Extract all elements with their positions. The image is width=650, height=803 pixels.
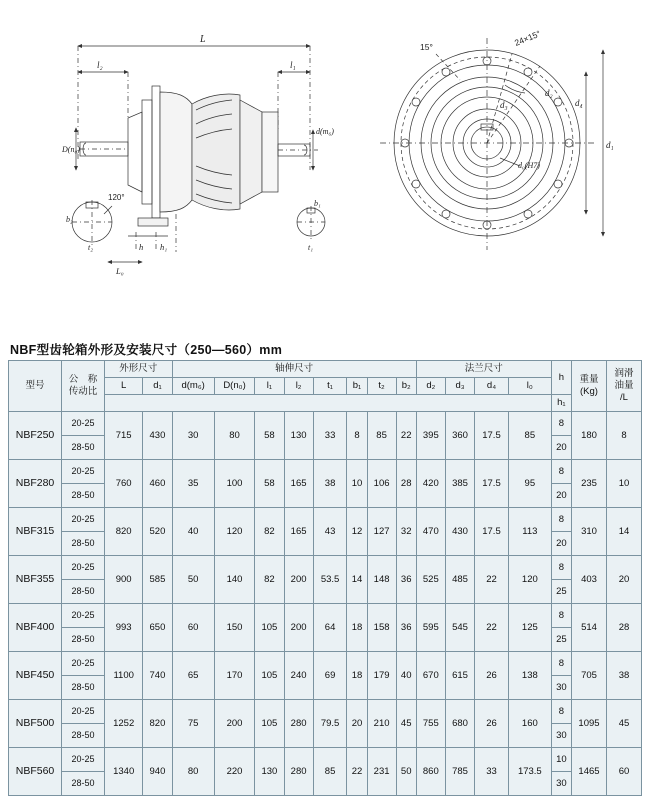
cell-h: 8 — [551, 508, 571, 532]
header-ratio-line2: 传动比 — [68, 386, 98, 397]
table-row — [9, 460, 642, 484]
table-row — [9, 652, 642, 676]
cell-L: 1100 — [105, 652, 143, 700]
cell-l0: 113 — [508, 508, 551, 556]
cell-b1: 18 — [347, 652, 367, 700]
cell-h1: 30 — [551, 724, 571, 748]
figure-caption: NBF型齿轮箱外形及安装尺寸（250—560）mm — [10, 343, 283, 357]
cell-h: 8 — [551, 604, 571, 628]
cell-t2: 148 — [367, 556, 396, 604]
cell-d3: 360 — [445, 412, 474, 460]
cell-L: 760 — [105, 460, 143, 508]
cell-ratio: 20-25 — [62, 652, 105, 676]
cell-weight: 180 — [572, 412, 607, 460]
cell-l1: 82 — [255, 508, 284, 556]
svg-text:d₂: d₂ — [545, 88, 553, 98]
cell-h: 8 — [551, 460, 571, 484]
cell-ratio: 20-25 — [62, 412, 105, 436]
header-col-d3: d₃ — [445, 378, 474, 395]
header-col-d4: d₄ — [475, 378, 509, 395]
cell-dm6: 35 — [172, 460, 214, 508]
cell-L: 1252 — [105, 700, 143, 748]
svg-text:t₂: t₂ — [88, 243, 94, 252]
table-row — [9, 700, 642, 724]
cell-ratio: 28-50 — [62, 580, 105, 604]
cell-Dn0: 200 — [214, 700, 255, 748]
table-row — [9, 748, 642, 772]
table-header-row-groups — [9, 361, 642, 378]
cell-b2: 32 — [396, 508, 416, 556]
cell-weight: 235 — [572, 460, 607, 508]
header-col-t1: t₁ — [313, 378, 347, 395]
cell-oil: 10 — [607, 460, 642, 508]
cell-b1: 18 — [347, 604, 367, 652]
cell-t2: 179 — [367, 652, 396, 700]
svg-text:l₁: l₁ — [290, 60, 296, 70]
spec-table-container — [8, 360, 642, 796]
cell-oil: 8 — [607, 412, 642, 460]
cell-weight: 310 — [572, 508, 607, 556]
cell-oil: 60 — [607, 748, 642, 796]
cell-b2: 36 — [396, 604, 416, 652]
cell-L: 820 — [105, 508, 143, 556]
cell-ratio: 20-25 — [62, 556, 105, 580]
cell-t1: 69 — [313, 652, 347, 700]
cell-d1: 650 — [143, 604, 172, 652]
cell-Dn0: 80 — [214, 412, 255, 460]
cell-b2: 36 — [396, 556, 416, 604]
cell-l1: 130 — [255, 748, 284, 796]
cell-t1: 64 — [313, 604, 347, 652]
cell-model: NBF400 — [9, 604, 62, 652]
cell-t2: 85 — [367, 412, 396, 460]
svg-text:d₄: d₄ — [575, 98, 583, 108]
table-body — [9, 412, 642, 796]
cell-model: NBF560 — [9, 748, 62, 796]
cell-l2: 200 — [284, 556, 313, 604]
cell-l1: 58 — [255, 460, 284, 508]
cell-model: NBF355 — [9, 556, 62, 604]
cell-t1: 43 — [313, 508, 347, 556]
cell-d2: 470 — [416, 508, 445, 556]
cell-d3: 385 — [445, 460, 474, 508]
cell-t2: 106 — [367, 460, 396, 508]
cell-ratio: 28-50 — [62, 772, 105, 796]
svg-text:h₁: h₁ — [160, 242, 168, 252]
cell-l2: 200 — [284, 604, 313, 652]
cell-oil: 20 — [607, 556, 642, 604]
cell-dm6: 80 — [172, 748, 214, 796]
cell-l0: 160 — [508, 700, 551, 748]
cell-b2: 45 — [396, 700, 416, 748]
cell-l1: 58 — [255, 412, 284, 460]
table-row — [9, 556, 642, 580]
cell-d1: 740 — [143, 652, 172, 700]
svg-text:t₁: t₁ — [308, 243, 314, 252]
cell-l2: 280 — [284, 748, 313, 796]
header-col-b2: b₂ — [396, 378, 416, 395]
header-col-l0: l₀ — [508, 378, 551, 395]
cell-b1: 12 — [347, 508, 367, 556]
header-weight — [572, 361, 607, 412]
cell-b2: 28 — [396, 460, 416, 508]
spec-table — [8, 360, 642, 796]
svg-text:d₀(H7): d₀(H7) — [518, 161, 540, 170]
cell-l0: 85 — [508, 412, 551, 460]
cell-t2: 231 — [367, 748, 396, 796]
cell-t1: 38 — [313, 460, 347, 508]
cell-Dn0: 150 — [214, 604, 255, 652]
cell-l0: 173.5 — [508, 748, 551, 796]
svg-text:b₁: b₁ — [314, 199, 321, 208]
cell-ratio: 20-25 — [62, 460, 105, 484]
header-oil — [607, 361, 642, 412]
header-col-d2: d₂ — [416, 378, 445, 395]
header-col-l2: l₂ — [284, 378, 313, 395]
cell-l2: 280 — [284, 700, 313, 748]
cell-weight: 705 — [572, 652, 607, 700]
cell-h1: 20 — [551, 532, 571, 556]
header-weight-line1: 重量 — [579, 374, 599, 386]
cell-d2: 755 — [416, 700, 445, 748]
cell-weight: 514 — [572, 604, 607, 652]
cell-d4: 26 — [475, 700, 509, 748]
cell-oil: 28 — [607, 604, 642, 652]
cell-model: NBF280 — [9, 460, 62, 508]
svg-text:L₀: L₀ — [116, 266, 124, 276]
header-oil-line3: /L — [620, 391, 628, 403]
cell-ratio: 20-25 — [62, 700, 105, 724]
cell-model: NBF450 — [9, 652, 62, 700]
cell-L: 900 — [105, 556, 143, 604]
cell-h1: 30 — [551, 772, 571, 796]
cell-d1: 430 — [143, 412, 172, 460]
cell-ratio: 20-25 — [62, 748, 105, 772]
cell-d2: 525 — [416, 556, 445, 604]
cell-d1: 520 — [143, 508, 172, 556]
cell-h: 8 — [551, 652, 571, 676]
cell-d3: 615 — [445, 652, 474, 700]
cell-ratio: 28-50 — [62, 628, 105, 652]
cell-model: NBF315 — [9, 508, 62, 556]
cell-b1: 10 — [347, 460, 367, 508]
cell-weight: 1465 — [572, 748, 607, 796]
header-oil-line2: 油量 — [614, 380, 634, 392]
cell-ratio: 20-25 — [62, 604, 105, 628]
cell-b2: 40 — [396, 652, 416, 700]
cell-dm6: 75 — [172, 700, 214, 748]
cell-l2: 240 — [284, 652, 313, 700]
cell-dm6: 40 — [172, 508, 214, 556]
header-col-t2: t₂ — [367, 378, 396, 395]
cell-ratio: 28-50 — [62, 436, 105, 460]
technical-drawing — [0, 0, 650, 330]
cell-d2: 595 — [416, 604, 445, 652]
cell-d3: 485 — [445, 556, 474, 604]
cell-d2: 860 — [416, 748, 445, 796]
cell-l2: 165 — [284, 460, 313, 508]
cell-d4: 17.5 — [475, 460, 509, 508]
svg-text:L: L — [200, 34, 206, 45]
cell-h1: 30 — [551, 676, 571, 700]
cell-b1: 8 — [347, 412, 367, 460]
cell-ratio: 28-50 — [62, 532, 105, 556]
cell-l0: 125 — [508, 604, 551, 652]
cell-Dn0: 170 — [214, 652, 255, 700]
svg-text:b₂: b₂ — [66, 215, 73, 224]
cell-d4: 17.5 — [475, 412, 509, 460]
header-ratio — [62, 361, 105, 412]
cell-d3: 430 — [445, 508, 474, 556]
cell-h: 8 — [551, 556, 571, 580]
cell-h1: 25 — [551, 580, 571, 604]
table-row — [9, 412, 642, 436]
header-col-dm6: d(m₆) — [172, 378, 214, 395]
cell-b2: 50 — [396, 748, 416, 796]
cell-L: 993 — [105, 604, 143, 652]
cell-b1: 14 — [347, 556, 367, 604]
svg-text:d₁: d₁ — [606, 140, 614, 150]
cell-d4: 33 — [475, 748, 509, 796]
cell-h1: 20 — [551, 436, 571, 460]
cell-d2: 395 — [416, 412, 445, 460]
cell-b1: 20 — [347, 700, 367, 748]
cell-d3: 680 — [445, 700, 474, 748]
header-col-l1: l₁ — [255, 378, 284, 395]
header-col-L: L — [105, 378, 143, 395]
svg-text:15°: 15° — [420, 42, 433, 52]
cell-l1: 82 — [255, 556, 284, 604]
cell-weight: 1095 — [572, 700, 607, 748]
cell-ratio: 28-50 — [62, 484, 105, 508]
table-row — [9, 508, 642, 532]
header-oil-line1: 润滑 — [614, 368, 634, 380]
cell-ratio: 20-25 — [62, 508, 105, 532]
header-spacer — [105, 395, 552, 412]
cell-ratio: 28-50 — [62, 724, 105, 748]
header-group-outline: 外形尺寸 — [105, 361, 173, 378]
cell-h: 8 — [551, 412, 571, 436]
cell-h1: 20 — [551, 484, 571, 508]
cell-dm6: 60 — [172, 604, 214, 652]
cell-l0: 120 — [508, 556, 551, 604]
cell-d4: 26 — [475, 652, 509, 700]
header-col-h1: h₁ — [551, 395, 571, 412]
cell-ratio: 28-50 — [62, 676, 105, 700]
table-head — [9, 361, 642, 412]
cell-d4: 22 — [475, 604, 509, 652]
cell-d1: 940 — [143, 748, 172, 796]
svg-text:24×15°: 24×15° — [513, 28, 543, 48]
header-group-flange: 法兰尺寸 — [416, 361, 551, 378]
cell-Dn0: 140 — [214, 556, 255, 604]
cell-h: 10 — [551, 748, 571, 772]
cell-d3: 545 — [445, 604, 474, 652]
cell-d4: 17.5 — [475, 508, 509, 556]
cell-h1: 25 — [551, 628, 571, 652]
svg-text:120°: 120° — [108, 193, 125, 202]
cell-l0: 138 — [508, 652, 551, 700]
cell-b2: 22 — [396, 412, 416, 460]
header-h-group: h — [551, 361, 571, 395]
cell-dm6: 50 — [172, 556, 214, 604]
cell-Dn0: 100 — [214, 460, 255, 508]
cell-L: 1340 — [105, 748, 143, 796]
cell-dm6: 30 — [172, 412, 214, 460]
cell-d1: 585 — [143, 556, 172, 604]
header-col-b1: b₁ — [347, 378, 367, 395]
svg-text:d₃: d₃ — [500, 100, 508, 110]
cell-l1: 105 — [255, 604, 284, 652]
cell-t2: 210 — [367, 700, 396, 748]
cell-model: NBF250 — [9, 412, 62, 460]
cell-oil: 14 — [607, 508, 642, 556]
cell-d1: 460 — [143, 460, 172, 508]
svg-text:d(m₆): d(m₆) — [316, 127, 334, 136]
svg-text:l₂: l₂ — [97, 60, 103, 70]
cell-oil: 45 — [607, 700, 642, 748]
cell-d4: 22 — [475, 556, 509, 604]
cell-t1: 79.5 — [313, 700, 347, 748]
cell-b1: 22 — [347, 748, 367, 796]
cell-Dn0: 220 — [214, 748, 255, 796]
cell-l0: 95 — [508, 460, 551, 508]
header-ratio-line1: 公 称 — [68, 374, 98, 386]
cell-l2: 130 — [284, 412, 313, 460]
cell-Dn0: 120 — [214, 508, 255, 556]
cell-d3: 785 — [445, 748, 474, 796]
cell-h: 8 — [551, 700, 571, 724]
cell-t1: 33 — [313, 412, 347, 460]
cell-l1: 105 — [255, 652, 284, 700]
cell-dm6: 65 — [172, 652, 214, 700]
cell-weight: 403 — [572, 556, 607, 604]
header-col-Dn0: D(n₀) — [214, 378, 255, 395]
cell-t2: 127 — [367, 508, 396, 556]
header-model: 型号 — [9, 361, 62, 412]
cell-l2: 165 — [284, 508, 313, 556]
table-row — [9, 604, 642, 628]
header-col-d1: d₁ — [143, 378, 172, 395]
cell-model: NBF500 — [9, 700, 62, 748]
cell-d2: 670 — [416, 652, 445, 700]
cell-d2: 420 — [416, 460, 445, 508]
svg-text:h: h — [139, 242, 144, 252]
cell-L: 715 — [105, 412, 143, 460]
cell-oil: 38 — [607, 652, 642, 700]
header-group-shaft: 轴伸尺寸 — [172, 361, 416, 378]
svg-text:D(n₀): D(n₀) — [62, 145, 80, 154]
cell-d1: 820 — [143, 700, 172, 748]
cell-t1: 85 — [313, 748, 347, 796]
cell-t2: 158 — [367, 604, 396, 652]
cell-l1: 105 — [255, 700, 284, 748]
cell-t1: 53.5 — [313, 556, 347, 604]
header-weight-line2: (Kg) — [580, 386, 598, 397]
